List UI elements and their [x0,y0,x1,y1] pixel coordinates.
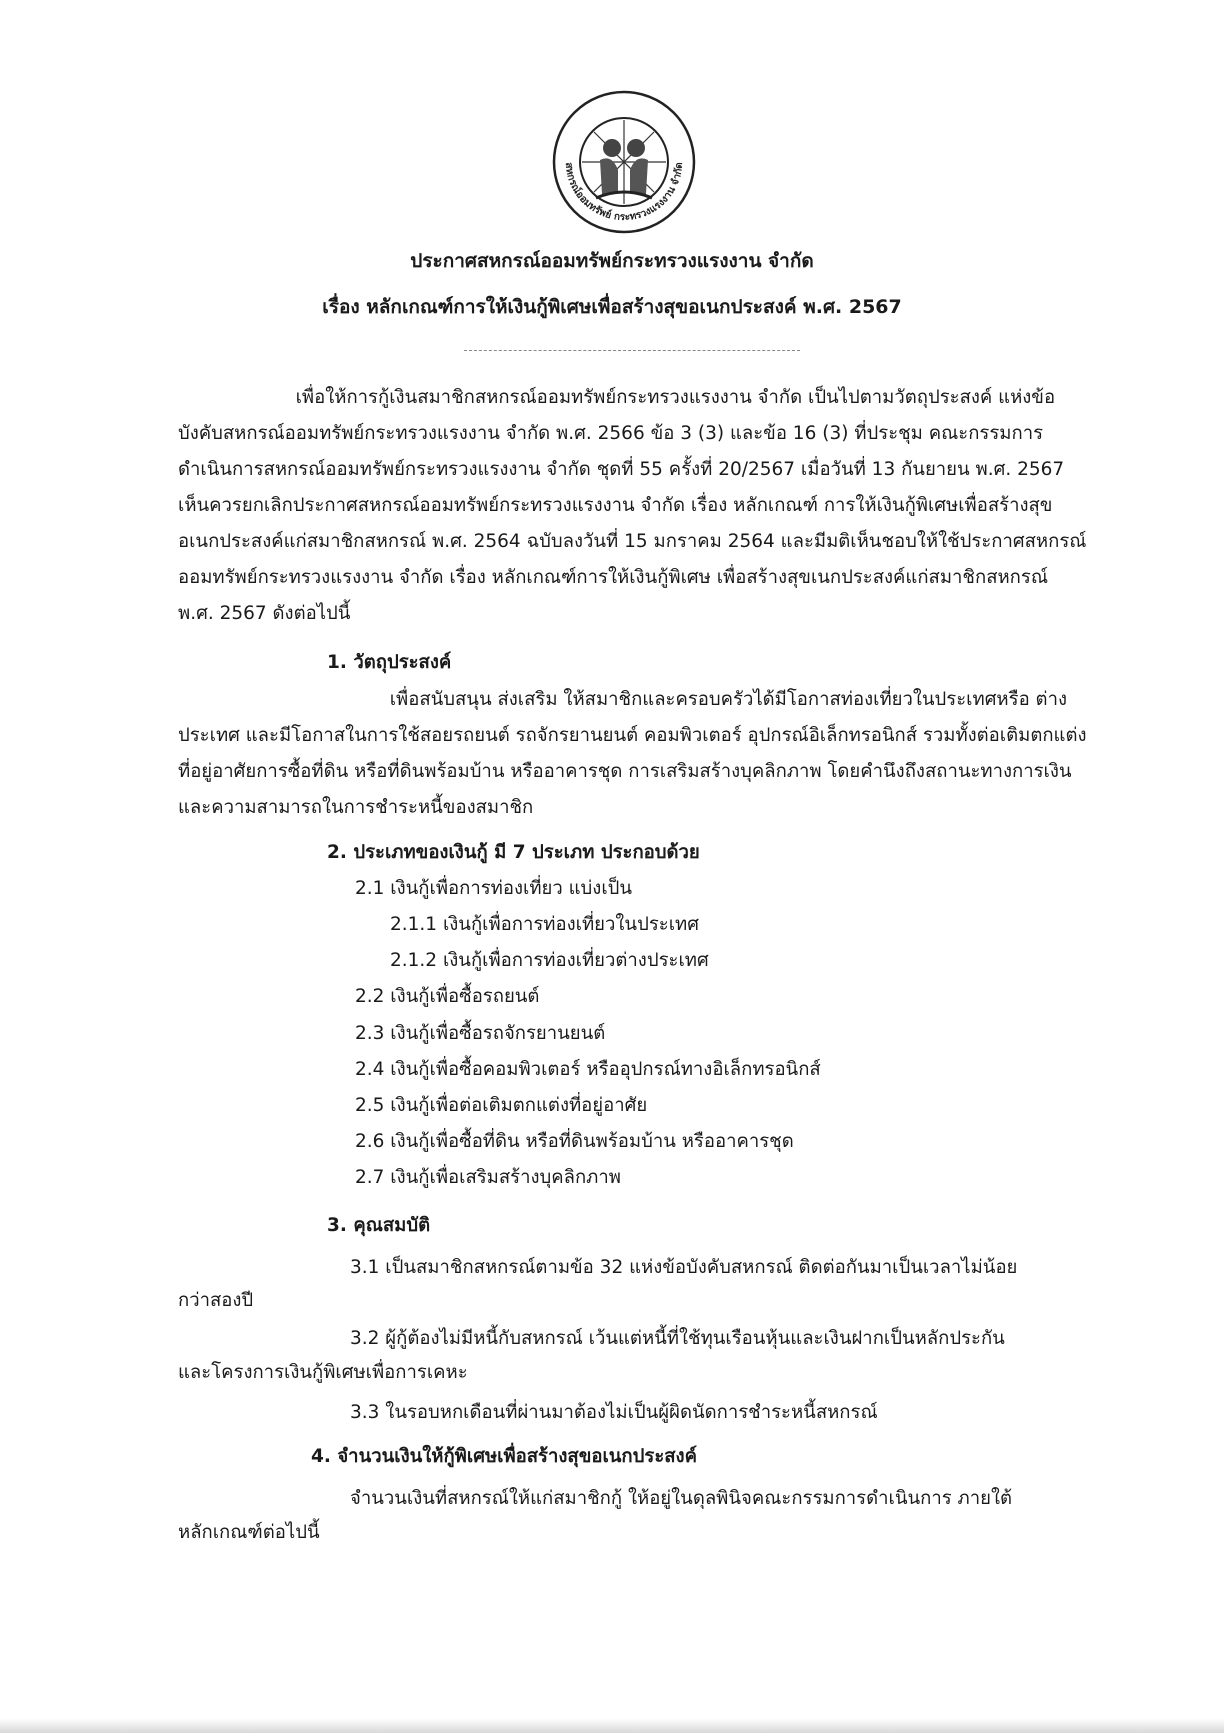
list-item: 2.6 เงินกู้เพื่อซื้อที่ดิน หรือที่ดินพร้อมบ้าน หรืออาคารชุด [355,1131,794,1152]
section4-text: จำนวนเงินที่สหกรณ์ให้แก่สมาชิกกู้ ให้อยู่ในดุลพินิจคณะกรรมการดำเนินการ ภายใต้ [350,1488,1013,1509]
section4-heading: 4. จำนวนเงินให้กู้พิเศษเพื่อสร้างสุขอเนกประสงค์ [311,1446,697,1467]
list-item: 3.2 ผู้กู้ต้องไม่มีหนี้กับสหกรณ์ เว้นแต่หนี้ที่ใช้ทุนเรือนหุ้นและเงินฝากเป็นหลักประกัน [350,1328,1005,1349]
section1-paragraph: เพื่อสนับสนุน ส่งเสริม ให้สมาชิกและครอบครัวได้มีโอกาสท่องเที่ยวในประเทศหรือ ต่างประเทศ และมีโอกาสในการใช้สอยรถยนต์ รถจักรยานยนต์ คอมพิวเตอร์ อุปกรณ์อิเล็กทรอนิกส์ รวมทั้งต่อเติมตกแต่งที่อยู่อาศัยการซื้อที่ดิน หรือที่ดินพร้อมบ้าน หรืออาคารชุด การเสริมสร้างบุคลิกภาพ โดยคำนึงถึงสถานะทางการเงินและความสามารถในการชำระหนี้ของสมาชิก [178,689,1087,818]
intro-paragraph: เพื่อให้การกู้เงินสมาชิกสหกรณ์ออมทรัพย์กระทรวงแรงงาน จำกัด เป็นไปตามวัตถุประสงค์ แห่งข้อบังคับสหกรณ์ออมทรัพย์กระทรวงแรงงาน จำกัด พ.ศ. 2566 ข้อ 3 (3) และข้อ 16 (3) ที่ประชุม คณะกรรมการดำเนินการสหกรณ์ออมทรัพย์กระทรวงแรงงาน จำกัด ชุดที่ 55 ครั้งที่ 20/2567 เมื่อวันที่ 13 กันยายน พ.ศ. 2567 เห็นควรยกเลิกประกาศสหกรณ์ออมทรัพย์กระทรวงแรงงาน จำกัด เรื่อง หลักเกณฑ์ การให้เงินกู้พิเศษเพื่อสร้างสุขอเนกประสงค์แก่สมาชิกสหกรณ์ พ.ศ. 2564 ฉบับลงวันที่ 15 มกราคม 2564 และมีมติเห็นชอบให้ใช้ประกาศสหกรณ์ออมทรัพย์กระทรวงแรงงาน จำกัด เรื่อง หลักเกณฑ์การให้เงินกู้พิเศษ เพื่อสร้างสุขเนกประสงค์แก่สมาชิกสหกรณ์ พ.ศ. 2567 ดังต่อไปนี้ [178,387,1087,624]
list-item: 3.1 เป็นสมาชิกสหกรณ์ตามข้อ 32 แห่งข้อบังคับสหกรณ์ ติดต่อกันมาเป็นเวลาไม่น้อย [350,1257,1018,1278]
list-item: 2.1.1 เงินกู้เพื่อการท่องเที่ยวในประเทศ [390,914,699,935]
list-item: กว่าสองปี [178,1290,254,1311]
seal-text: สหกรณ์ออมทรัพย์ กระทรวงแรงงาน จำกัด [562,161,686,224]
page-subtitle: เรื่อง หลักเกณฑ์การให้เงินกู้พิเศษเพื่อสร้างสุขอเนกประสงค์ พ.ศ. 2567 [322,296,902,318]
list-item: 2.7 เงินกู้เพื่อเสริมสร้างบุคลิกภาพ [355,1167,621,1188]
scan-edge [0,1718,1224,1733]
list-item: 2.5 เงินกู้เพื่อต่อเติมตกแต่งที่อยู่อาศัย [355,1095,648,1116]
section1-heading: 1. วัตถุประสงค์ [327,652,452,673]
section3-heading: 3. คุณสมบัติ [327,1215,431,1236]
page-title: ประกาศสหกรณ์ออมทรัพย์กระทรวงแรงงาน จำกัด [410,250,814,272]
title-divider [464,350,800,351]
list-item: และโครงการเงินกู้พิเศษเพื่อการเคหะ [178,1362,468,1383]
section4-text: หลักเกณฑ์ต่อไปนี้ [178,1522,320,1543]
list-item: 3.3 ในรอบหกเดือนที่ผ่านมาต้องไม่เป็นผู้ผิดนัดการชำระหนี้สหกรณ์ [350,1402,878,1423]
list-item: 2.1.2 เงินกู้เพื่อการท่องเที่ยวต่างประเทศ [390,950,709,971]
list-item: 2.3 เงินกู้เพื่อซื้อรถจักรยานยนต์ [355,1023,606,1044]
list-item: 2.2 เงินกู้เพื่อซื้อรถยนต์ [355,986,540,1007]
list-item: 2.4 เงินกู้เพื่อซื้อคอมพิวเตอร์ หรืออุปกรณ์ทางอิเล็กทรอนิกส์ [355,1059,821,1080]
list-item: 2.1 เงินกู้เพื่อการท่องเที่ยว แบ่งเป็น [355,878,633,899]
cooperative-seal-logo [552,90,696,234]
section2-heading: 2. ประเภทของเงินกู้ มี 7 ประเภท ประกอบด้วย [327,842,700,863]
